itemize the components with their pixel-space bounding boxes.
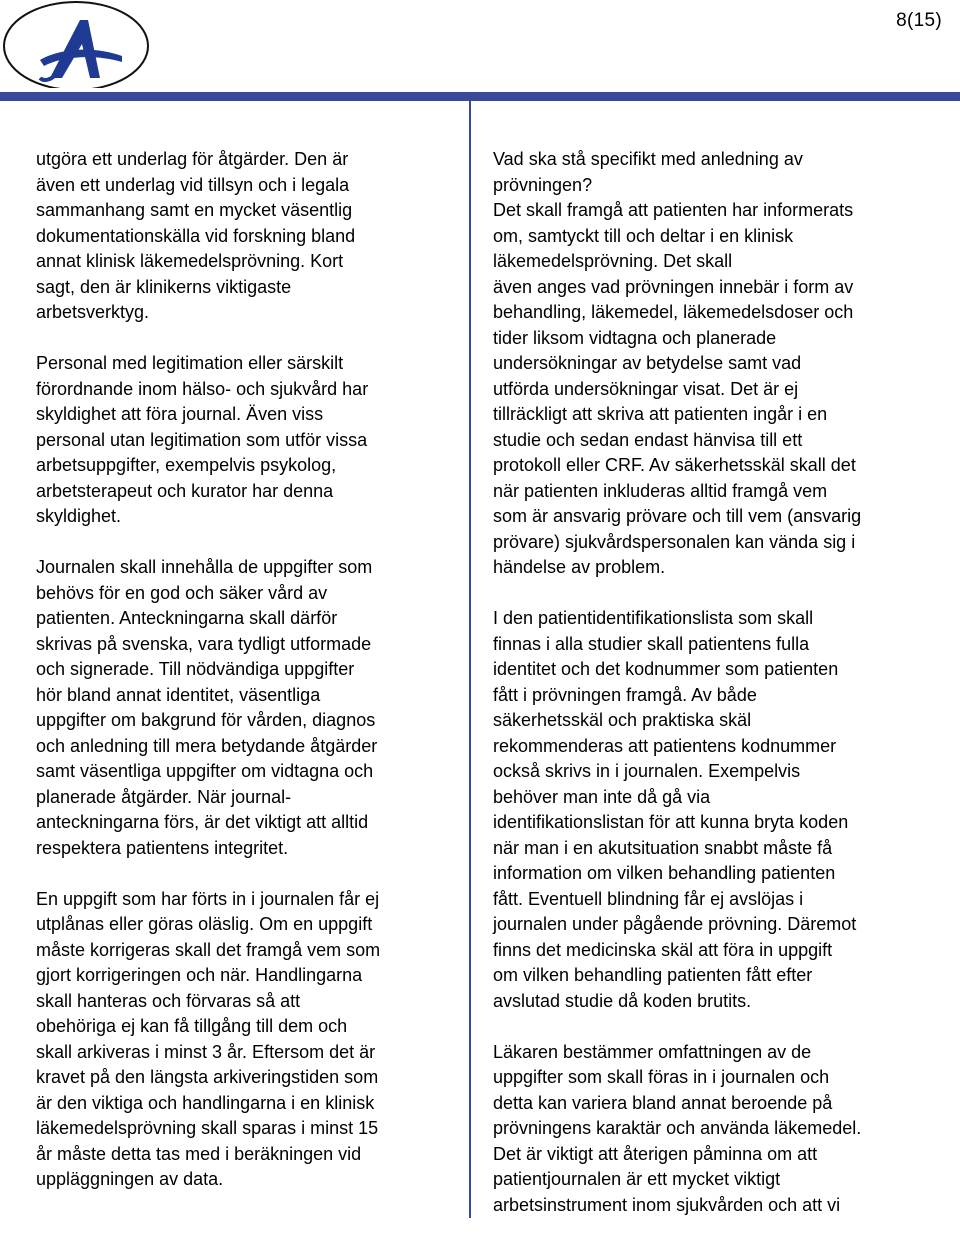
paragraph: Journalen skall innehålla de uppgifter som behövs för en god och säker vård av patienten. Anteckningarna skall därför skrivas på svenska, vara tydligt utformade och signerade. Till nödvändiga uppgifter hör bland annat identitet, väsentliga uppgifter om bakgrund för vården, diagnos och anledning till mera betydande åtgärder samt väsentliga uppgifter om vidtagna och planerade åtgärder. När journal- anteckningarna förs, är det viktigt att alltid respektera patientens integritet.: [36, 557, 378, 858]
column-divider: [469, 101, 471, 1218]
right-column: [493, 147, 928, 1244]
header-rule: [0, 92, 960, 101]
paragraph: Läkaren bestämmer omfattningen av de uppgifter som skall föras in i journalen och detta kan variera bland annat beroende på prövningens karaktär och använda läkemedel. Det är viktigt att återigen påminna om att patientjournalen är ett mycket viktigt arbetsinstrument inom sjukvården och att vi: [493, 1041, 862, 1215]
paragraph: Vad ska stå specifikt med anledning av prövningen? Det skall framgå att patienten har informerats om, samtyckt till och deltar i en klinisk läkemedelsprövning. Det skall även anges vad prövningen innebär i form av behandling, läkemedel, läkemedelsdoser och tider liksom vidtagna och planerade undersökningar av betydelse samt vad utförda undersökningar visat. Det är ej tillräckligt att skriva att patienten ingår i en studie och sedan endast hänvisa till ett protokoll eller CRF. Av säkerhetsskäl skall det när patienten inkluderas alltid framgå vem som är ansvarig prövare och till vem (ansvarig prövare) sjukvårdspersonalen kan vända sig i händelse av problem.: [493, 149, 862, 577]
letter-a-logo: [0, 0, 150, 88]
left-column: [36, 147, 450, 1218]
paragraph: Personal med legitimation eller särskilt förordnande inom hälso- och sjukvård har skyldighet att föra journal. Även viss personal utan legitimation som utför vissa arbetsuppgifter, exempelvis psykolog, arbetsterapeut och kurator har denna skyldighet.: [36, 353, 369, 526]
page-number: 8(15): [896, 10, 942, 31]
paragraph: I den patientidentifikationslista som skall finnas i alla studier skall patientens fulla identitet och det kodnummer som patienten fått i prövningen framgå. Av både säkerhetsskäl och praktiska skäl rekommenderas att patientens kodnummer också skrivs in i journalen. Exempelvis behöver man inte då gå via identifikationslistan för att kunna bryta koden när man i en akutsituation snabbt måste få information om vilken behandling patienten fått. Eventuell blindning får ej avslöjas i journalen under pågående prövning. Däremot finns det medicinska skäl att föra in uppgift om vilken behandling patienten fått efter avslutad studie då koden brutits.: [493, 608, 857, 1011]
paragraph: En uppgift som har förts in i journalen får ej utplånas eller göras oläslig. Om en uppgift måste korrigeras skall det framgå vem som gjort korrigeringen och när. Handlingarna skall hanteras och förvaras så att obehöriga ej kan få tillgång till dem och skall arkiveras i minst 3 år. Eftersom det är kravet på den längsta arkiveringstiden som är den viktiga och handlingarna i en klinisk läkemedelsprövning skall sparas i minst 15 år måste detta tas med i beräkningen vid uppläggningen av data.: [36, 888, 381, 1189]
paragraph: utgöra ett underlag för åtgärder. Den är även ett underlag vid tillsyn och i legala sammanhang samt en mycket väsentlig dokumentationskälla vid forskning bland annat klinisk läkemedelsprövning. Kort sagt, den är klinikerns viktigaste arbetsverktyg.: [36, 149, 356, 322]
